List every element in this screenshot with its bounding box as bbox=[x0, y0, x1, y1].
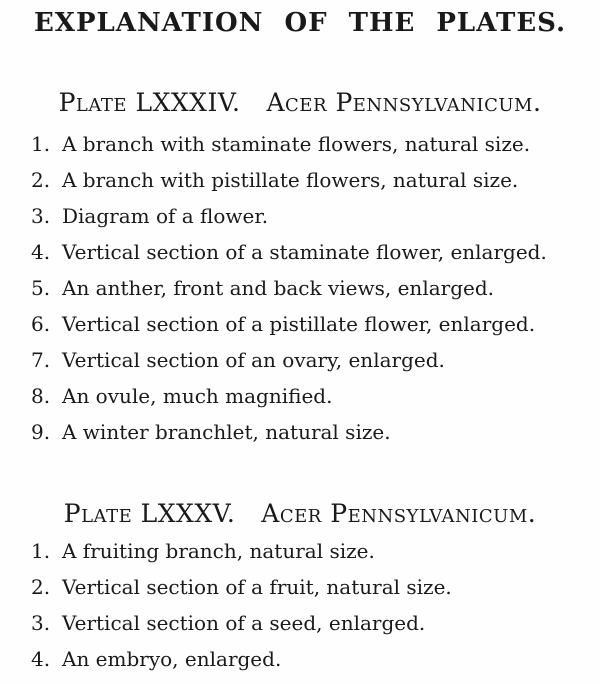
list-item bbox=[31, 306, 591, 342]
item-number: 2. bbox=[31, 575, 51, 599]
item-text: An ovule, much magnified. bbox=[62, 384, 333, 408]
item-number: 8. bbox=[31, 384, 51, 408]
item-text: An anther, front and back views, enlarged. bbox=[62, 276, 494, 300]
list-item bbox=[31, 533, 591, 569]
item-number: 2. bbox=[31, 168, 51, 192]
species-name: Acer Pennsylvanicum. bbox=[266, 88, 542, 117]
list-item bbox=[31, 641, 591, 677]
item-text: A branch with staminate flowers, natural size. bbox=[62, 132, 531, 156]
list-item bbox=[31, 234, 591, 270]
item-text: Vertical section of a seed, enlarged. bbox=[62, 611, 426, 635]
item-text: An embryo, enlarged. bbox=[62, 647, 282, 671]
plate-number: Plate LXXXIV. bbox=[58, 88, 241, 117]
item-number: 9. bbox=[31, 420, 51, 444]
figure-list-lxxxiv bbox=[31, 126, 591, 450]
item-number: 3. bbox=[31, 611, 51, 635]
list-item bbox=[31, 162, 591, 198]
list-item bbox=[31, 378, 591, 414]
item-number: 3. bbox=[31, 204, 51, 228]
item-number: 4. bbox=[31, 240, 51, 264]
figure-list-lxxxv bbox=[31, 533, 591, 677]
plate-number: Plate LXXXV. bbox=[63, 499, 236, 528]
list-item bbox=[31, 605, 591, 641]
item-text: A winter branchlet, natural size. bbox=[62, 420, 391, 444]
item-text: A fruiting branch, natural size. bbox=[62, 539, 375, 563]
list-item bbox=[31, 342, 591, 378]
item-text: Vertical section of a staminate flower, enlarged. bbox=[62, 240, 547, 264]
item-text: Vertical section of an ovary, enlarged. bbox=[62, 348, 445, 372]
page-title: EXPLANATION OF THE PLATES. bbox=[33, 8, 567, 38]
item-text: Vertical section of a pistillate flower, enlarged. bbox=[62, 312, 536, 336]
item-number: 1. bbox=[31, 539, 51, 563]
species-name: Acer Pennsylvanicum. bbox=[261, 499, 537, 528]
item-number: 1. bbox=[31, 132, 51, 156]
item-text: Diagram of a flower. bbox=[62, 204, 269, 228]
item-number: 5. bbox=[31, 276, 51, 300]
list-item bbox=[31, 414, 591, 450]
list-item bbox=[31, 126, 591, 162]
list-item bbox=[31, 198, 591, 234]
item-text: Vertical section of a fruit, natural size. bbox=[62, 575, 452, 599]
item-number: 7. bbox=[31, 348, 51, 372]
section-heading-lxxxv bbox=[0, 500, 600, 528]
list-item bbox=[31, 270, 591, 306]
list-item bbox=[31, 569, 591, 605]
item-number: 4. bbox=[31, 647, 51, 671]
item-number: 6. bbox=[31, 312, 51, 336]
item-text: A branch with pistillate flowers, natural size. bbox=[62, 168, 519, 192]
section-heading-lxxxiv bbox=[0, 89, 600, 117]
